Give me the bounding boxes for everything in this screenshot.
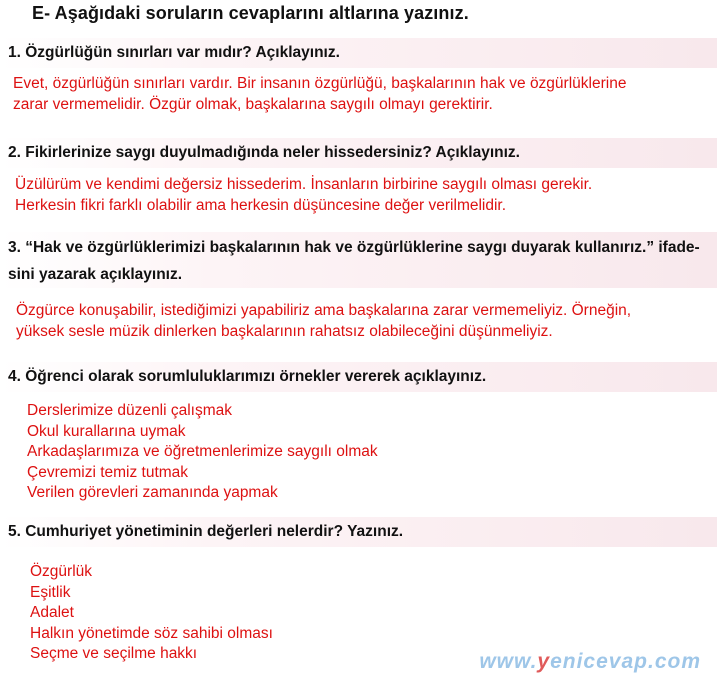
site-watermark	[479, 650, 701, 674]
answer-5-line-3: Adalet	[30, 604, 74, 621]
answer-1-line-1: Evet, özgürlüğün sınırları vardır. Bir insanın özgürlüğü, başkalarının hak ve özgürlüklerine	[13, 75, 627, 92]
watermark-rest: enicevap.com	[550, 650, 701, 673]
answer-1	[13, 74, 626, 115]
answer-2-line-1: Üzülürüm ve kendimi değersiz hissederim. İnsanların birbirine saygılı olması gerekir.	[15, 176, 593, 193]
answer-4-line-5: Verilen görevleri zamanında yapmak	[27, 484, 278, 501]
question-1: 1. Özgürlüğün sınırları var mıdır? Açıklayınız.	[0, 38, 717, 68]
answer-5	[30, 562, 273, 665]
answer-1-line-2: zarar vermemelidir. Özgür olmak, başkalarına saygılı olmayı gerektirir.	[13, 95, 493, 113]
answer-5-line-2: Eşitlik	[30, 583, 71, 601]
page-title: E- Aşağıdaki soruların cevaplarını altlarına yazınız.	[32, 3, 469, 23]
answer-4	[27, 401, 378, 504]
question-5: 5. Cumhuriyet yönetiminin değerleri nelerdir? Yazınız.	[0, 517, 717, 547]
answer-4-line-1: Derslerimize düzenli çalışmak	[27, 402, 233, 419]
answer-4-line-4: Çevremizi temiz tutmak	[27, 463, 189, 481]
watermark-y: y	[537, 650, 551, 673]
answer-2-line-2: Herkesin fikri farklı olabilir ama herkesin düşüncesine değer verilmelidir.	[15, 196, 507, 214]
answer-5-line-5: Seçme ve seçilme hakkı	[30, 645, 198, 662]
answer-4-line-3: Arkadaşlarımıza ve öğretmenlerimize saygılı olmak	[27, 443, 378, 460]
answer-3-line-1: Özgürce konuşabilir, istediğimizi yapabiliriz ama başkalarına zarar vermemeliyiz. Örneğin,	[16, 302, 632, 319]
question-3	[0, 232, 717, 288]
answer-3-line-2: yüksek sesle müzik dinlerken başkalarının rahatsız olabileceğini düşünmeliyiz.	[16, 322, 553, 340]
question-3-line-1: 3. “Hak ve özgürlüklerimizi başkalarının hak ve özgürlüklerine saygı duyarak kullanırız.” ifade-	[8, 239, 700, 256]
answer-5-line-1: Özgürlük	[30, 563, 93, 580]
question-2: 2. Fikirlerinize saygı duyulmadığında neler hissedersiniz? Açıklayınız.	[0, 138, 717, 168]
answer-5-line-4: Halkın yönetimde söz sahibi olması	[30, 624, 273, 642]
watermark-prefix: www.	[479, 650, 538, 673]
question-3-line-2: sini yazarak açıklayınız.	[8, 266, 183, 283]
answer-4-line-2: Okul kurallarına uymak	[27, 422, 186, 440]
question-4: 4. Öğrenci olarak sorumluluklarımızı örnekler vererek açıklayınız.	[0, 362, 717, 392]
answer-2	[15, 175, 592, 216]
answer-3	[16, 301, 631, 342]
